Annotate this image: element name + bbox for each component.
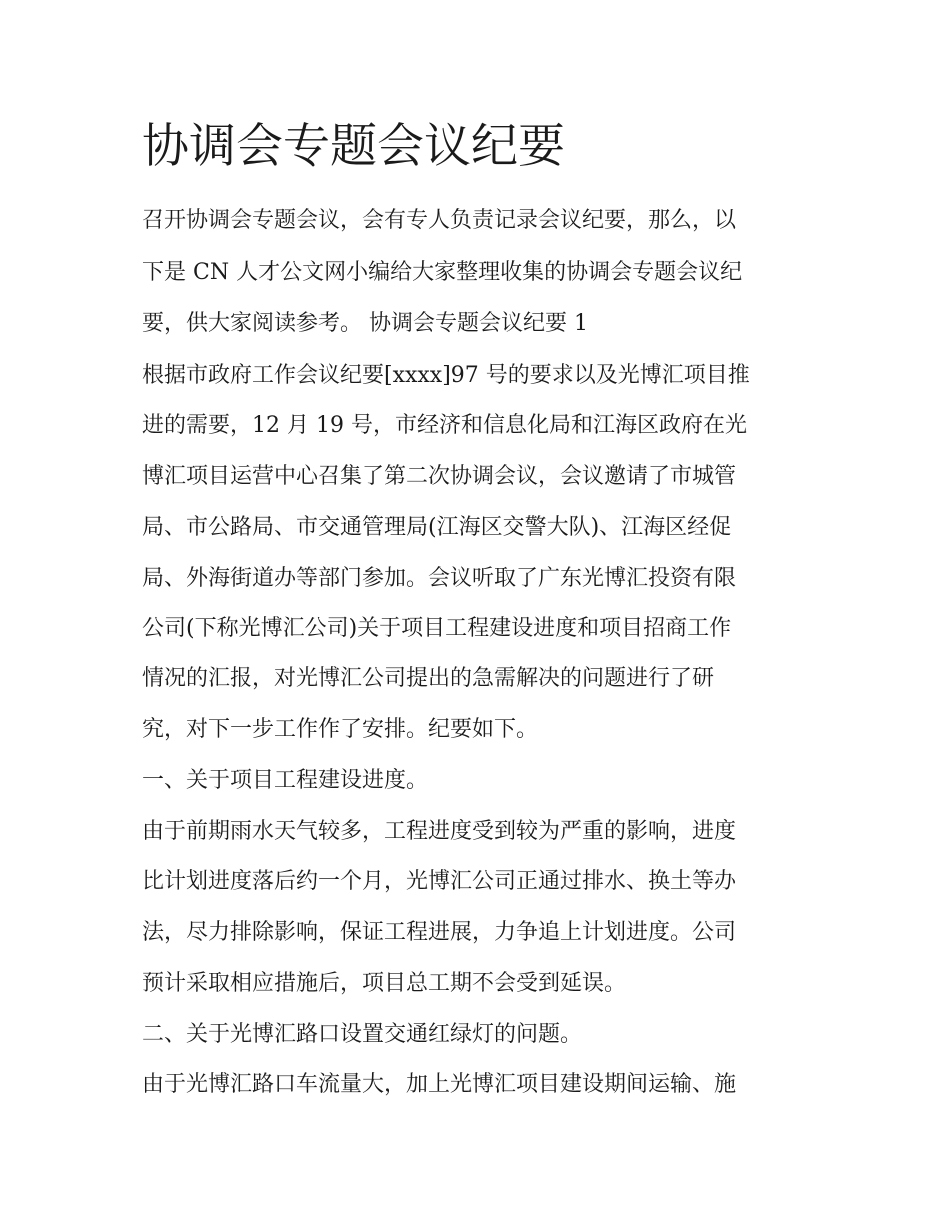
- text-line-13: 由于前期雨水天气较多，工程进度受到较为严重的影响，进度: [142, 819, 737, 844]
- section-heading-1: 一、关于项目工程建设进度。: [142, 768, 429, 793]
- text-line-10: 情况的汇报，对光博汇公司提出的急需解决的问题进行了研: [142, 666, 715, 691]
- text-line-11: 究，对下一步工作作了安排。纪要如下。: [142, 717, 539, 742]
- text-line-5: 进的需要，12 月 19 号，市经济和信息化局和江海区政府在光: [142, 413, 747, 438]
- text-line-3: 要，供大家阅读参考。 协调会专题会议纪要 1: [142, 311, 588, 336]
- text-line-16: 预计采取相应措施后，项目总工期不会受到延误。: [142, 971, 627, 996]
- text-line-2: 下是 CN 人才公文网小编给大家整理收集的协调会专题会议纪: [142, 260, 743, 285]
- text-line-15: 法，尽力排除影响，保证工程进展，力争追上计划进度。公司: [142, 920, 737, 945]
- text-line-1: 召开协调会专题会议，会有专人负责记录会议纪要，那么，以: [142, 208, 737, 233]
- text-line-14: 比计划进度落后约一个月，光博汇公司正通过排水、换土等办: [142, 869, 737, 894]
- text-line-8: 局、外海街道办等部门参加。会议听取了广东光博汇投资有限: [142, 566, 737, 591]
- text-line-4: 根据市政府工作会议纪要[xxxx]97 号的要求以及光博汇项目推: [142, 363, 750, 388]
- text-line-18: 由于光博汇路口车流量大，加上光博汇项目建设期间运输、施: [142, 1072, 737, 1097]
- text-line-9: 公司(下称光博汇公司)关于项目工程建设进度和项目招商工作: [142, 616, 732, 641]
- text-line-6: 博汇项目运营中心召集了第二次协调会议，会议邀请了市城管: [142, 464, 737, 489]
- text-line-7: 局、市公路局、市交通管理局(江海区交警大队)、江海区经促: [142, 515, 732, 540]
- document-title: 协调会专题会议纪要: [142, 119, 565, 174]
- section-heading-2: 二、关于光博汇路口设置交通红绿灯的问题。: [142, 1022, 583, 1047]
